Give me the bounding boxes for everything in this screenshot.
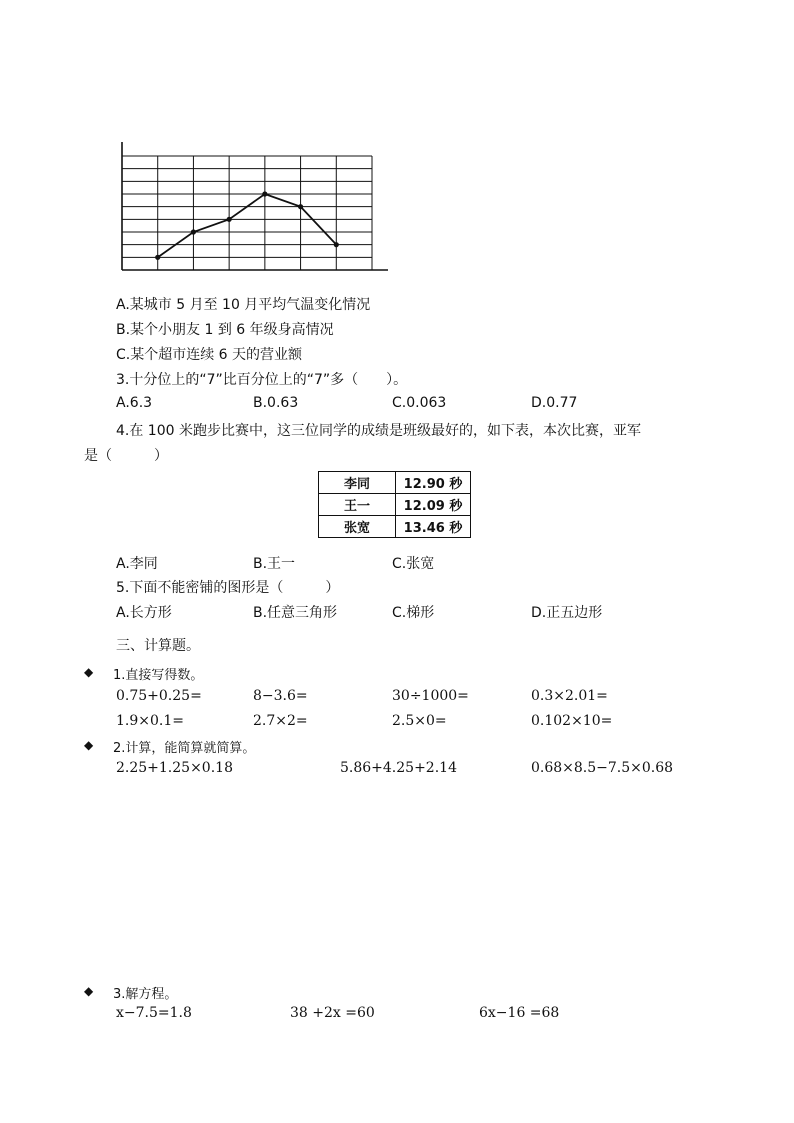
equation-2: 38 +2x =60 (290, 1005, 375, 1021)
calc-item-1: 2.25+1.25×0.18 (116, 760, 233, 776)
q2-option-b: B.某个小朋友 1 到 6 年级身高情况 (116, 322, 334, 338)
expr-r1c1: 0.75+0.25= (116, 688, 202, 704)
expr-r1c2: 8−3.6= (253, 688, 308, 704)
q5-option-c: C.梯形 (392, 605, 435, 621)
line-chart (112, 136, 394, 276)
q2-option-c: C.某个超市连续 6 天的营业额 (116, 347, 303, 363)
q2-option-a: A.某城市 5 月至 10 月平均气温变化情况 (116, 297, 371, 313)
table-row (319, 494, 471, 516)
data-point (334, 242, 339, 247)
section-heading: 三、计算题。 (116, 638, 200, 654)
q3-option-a: A.6.3 (116, 395, 153, 411)
part2-title: 2.计算，能简算就简算。 (113, 741, 256, 756)
chart-grid (122, 156, 372, 270)
q3-option-b: B.0.63 (253, 395, 299, 411)
expr-r1c4: 0.3×2.01= (531, 688, 608, 704)
data-point (155, 255, 160, 260)
chart-points (155, 191, 339, 260)
expr-r2c4: 0.102×10= (531, 713, 613, 729)
data-point (298, 204, 303, 209)
table-row (319, 472, 471, 494)
q5-option-a: A.长方形 (116, 605, 172, 621)
q3-option-d: D.0.77 (531, 395, 578, 411)
expr-r2c3: 2.5×0= (392, 713, 447, 729)
series-line (158, 194, 337, 257)
equation-1: x−7.5=1.8 (116, 1005, 192, 1021)
q4-option-b: B.王一 (253, 556, 296, 572)
table-row (319, 516, 471, 538)
race-results-table (318, 471, 471, 538)
q3-stem: 3.十分位上的“7”比百分位上的“7”多（ ）。 (116, 372, 408, 388)
expr-r2c1: 1.9×0.1= (116, 713, 184, 729)
expr-r2c2: 2.7×2= (253, 713, 308, 729)
q4-option-a: A.李同 (116, 556, 158, 572)
equation-3: 6x−16 =68 (479, 1005, 560, 1021)
calc-item-2: 5.86+4.25+2.14 (340, 760, 457, 776)
data-point (227, 217, 232, 222)
part1-title: 1.直接写得数。 (113, 668, 204, 683)
table-cell-time: 13.46 秒 (396, 516, 471, 538)
table-cell-time: 12.90 秒 (396, 472, 471, 494)
table-cell-name: 张宽 (319, 516, 396, 538)
part3-title: 3.解方程。 (113, 987, 178, 1002)
calc-item-3: 0.68×8.5−7.5×0.68 (531, 760, 674, 776)
q4-stem-line1: 4.在 100 米跑步比赛中，这三位同学的成绩是班级最好的，如下表，本次比赛，亚军 (116, 423, 641, 439)
table-cell-name: 王一 (319, 494, 396, 516)
q5-stem: 5.下面不能密铺的图形是（ ） (116, 580, 340, 596)
q4-stem-line2: 是（ ） (84, 448, 168, 464)
expr-r1c3: 30÷1000= (392, 688, 469, 704)
q5-option-d: D.正五边形 (531, 605, 603, 621)
chart-series-line (158, 194, 337, 257)
q3-option-c: C.0.063 (392, 395, 447, 411)
table-cell-time: 12.09 秒 (396, 494, 471, 516)
table-cell-name: 李同 (319, 472, 396, 494)
q5-option-b: B.任意三角形 (253, 605, 338, 621)
diamond-bullet-icon: ◆ (84, 738, 94, 752)
data-point (191, 229, 196, 234)
q4-option-c: C.张宽 (392, 556, 435, 572)
diamond-bullet-icon: ◆ (84, 665, 94, 679)
diamond-bullet-icon: ◆ (84, 984, 94, 998)
chart-axes (122, 142, 388, 270)
data-point (262, 191, 267, 196)
